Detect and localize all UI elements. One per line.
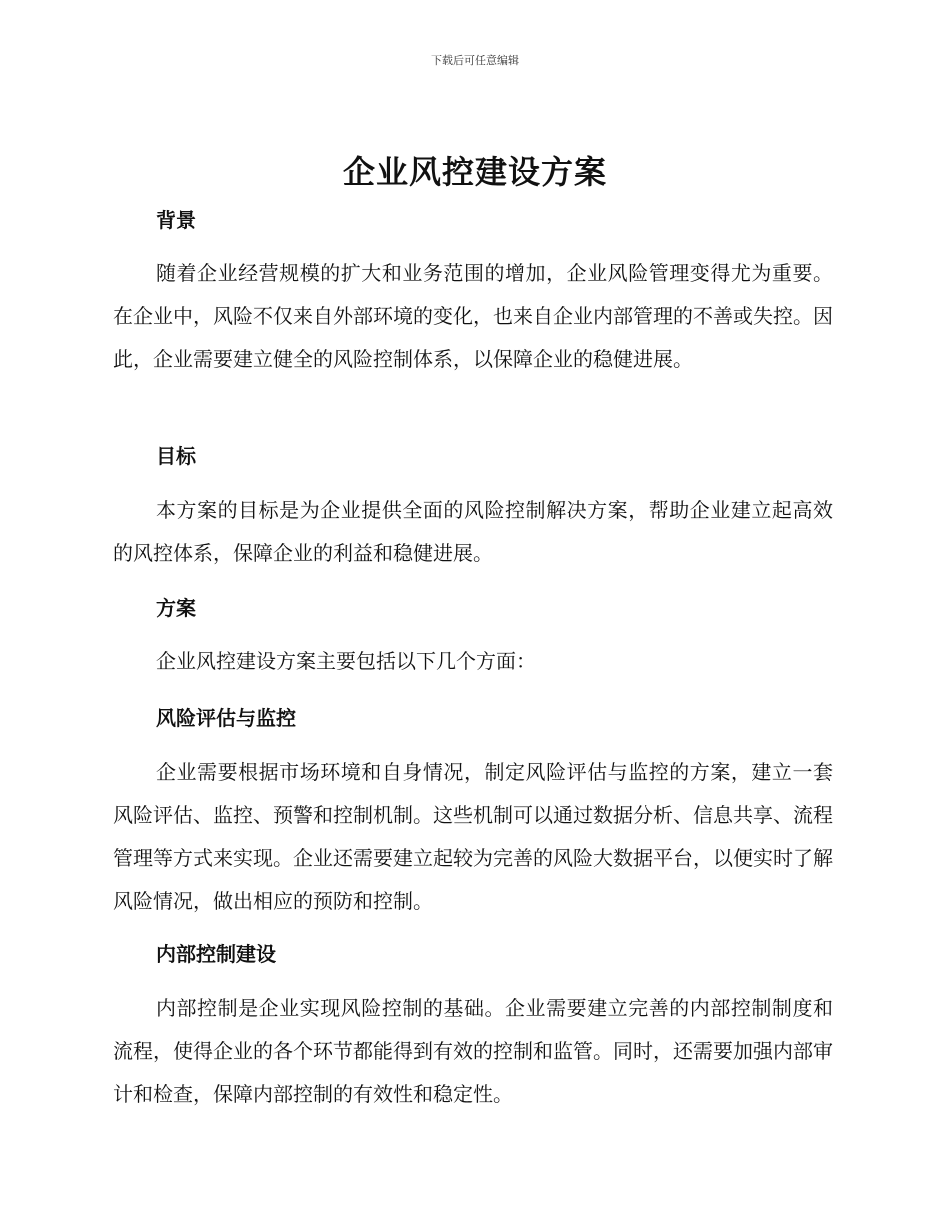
section-heading-risk-assessment: 风险评估与监控 xyxy=(156,706,296,730)
section-paragraph-plan: 企业风控建设方案主要包括以下几个方面： xyxy=(156,649,536,673)
document-title: 企业风控建设方案 xyxy=(342,153,607,191)
section-heading-goal: 目标 xyxy=(156,444,196,468)
page-header-note: 下载后可任意编辑 xyxy=(431,54,519,67)
section-paragraph-internal-control: 内部控制是企业实现风险控制的基础。企业需要建立完善的内部控制制度和流程，使得企业的各个环节都能得到有效的控制和监管。同时，还需要加强内部审计和检查，保障内部控制的有效性和稳定性。 xyxy=(113,996,833,1106)
section-heading-background: 背景 xyxy=(156,208,196,232)
section-heading-internal-control: 内部控制建设 xyxy=(156,942,276,966)
section-paragraph-background: 随着企业经营规模的扩大和业务范围的增加，企业风险管理变得尤为重要。在企业中，风险不仅来自外部环境的变化，也来自企业内部管理的不善或失控。因此，企业需要建立健全的风险控制体系，以保障企业的稳健进展。 xyxy=(113,261,833,371)
section-heading-plan: 方案 xyxy=(156,596,196,620)
section-paragraph-goal: 本方案的目标是为企业提供全面的风险控制解决方案，帮助企业建立起高效的风控体系，保障企业的利益和稳健进展。 xyxy=(113,498,833,565)
section-paragraph-risk-assessment: 企业需要根据市场环境和自身情况，制定风险评估与监控的方案，建立一套风险评估、监控、预警和控制机制。这些机制可以通过数据分析、信息共享、流程管理等方式来实现。企业还需要建立起较为完善的风险大数据平台，以便实时了解风险情况，做出相应的预防和控制。 xyxy=(113,760,833,913)
